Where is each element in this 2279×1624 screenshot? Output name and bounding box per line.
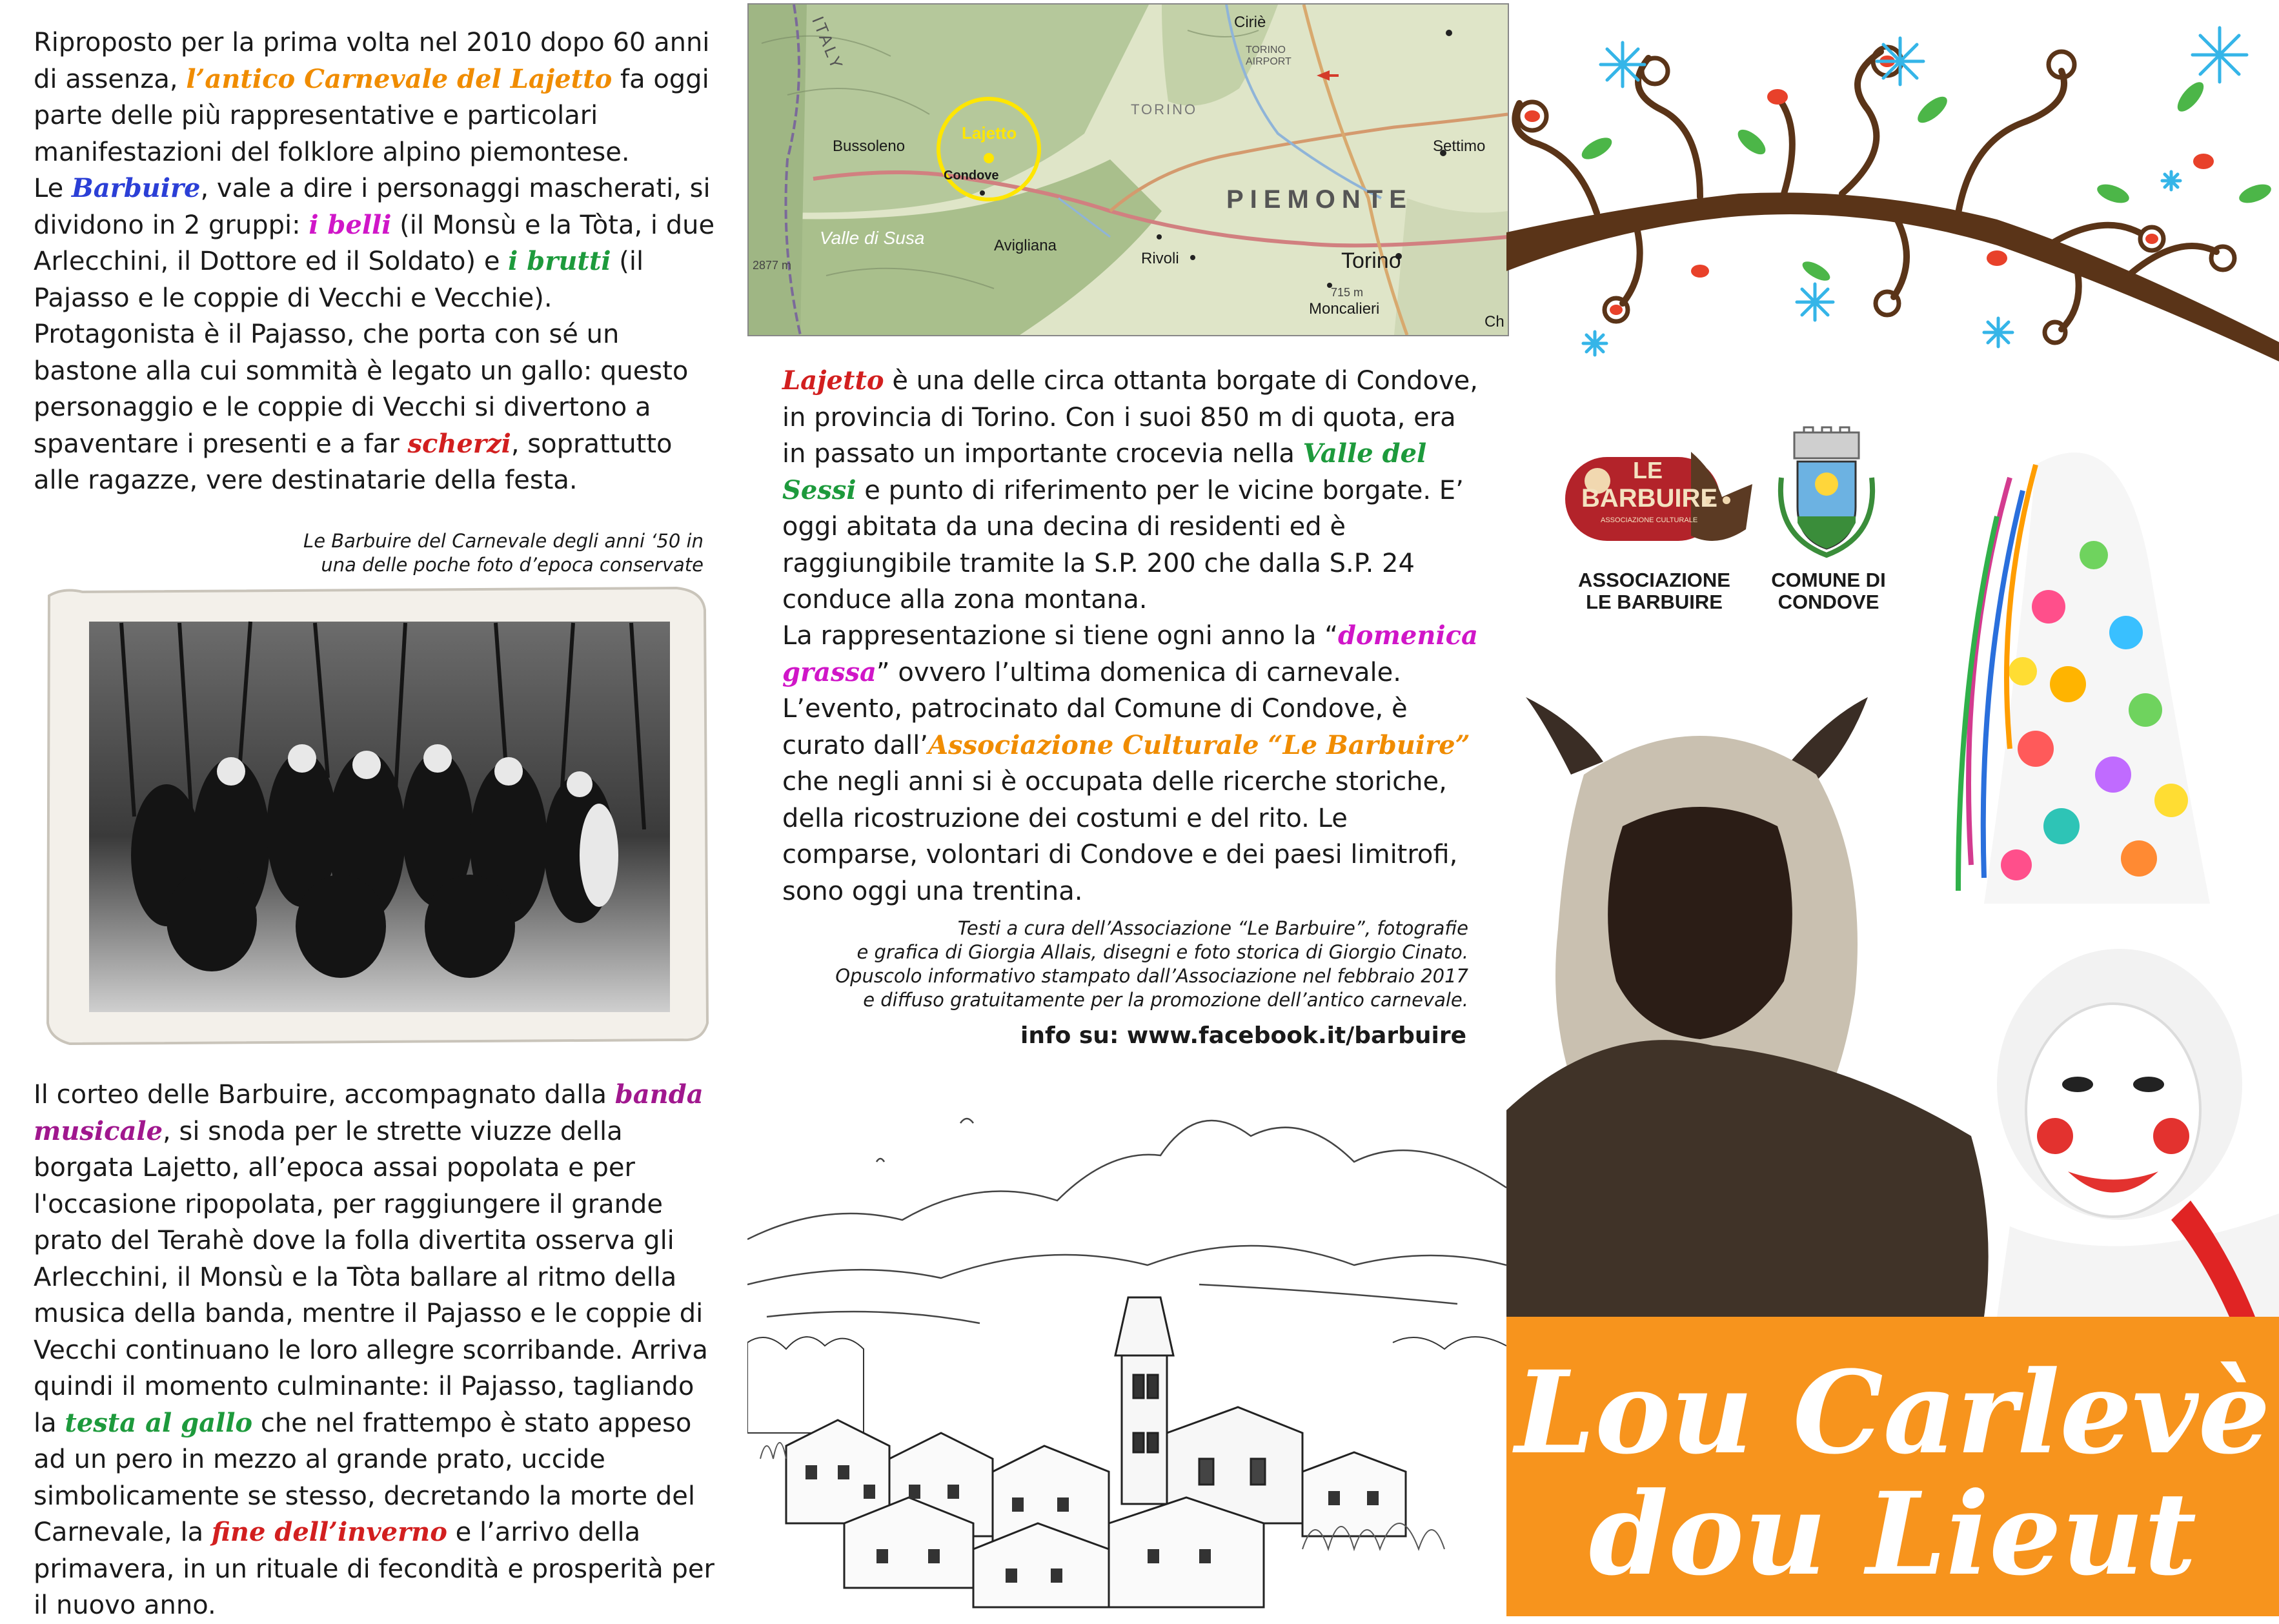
info-link[interactable]: info su: www.facebook.it/barbuire — [1020, 1022, 1466, 1049]
map-background — [749, 5, 1508, 335]
highlight-associazione-barbuire: Associazione Culturale “Le Barbuire” — [928, 729, 1470, 760]
highlight-i-brutti: i brutti — [508, 246, 611, 276]
barbuire-badge-subtitle: ASSOCIAZIONE CULTURALE — [1601, 516, 1698, 524]
highlight-fine-inverno: fine dell’inverno — [211, 1517, 447, 1547]
barbuire-badge-le: LE — [1633, 457, 1663, 483]
masked-figures-graphic — [1506, 413, 2279, 1317]
parade-paragraph: Il corteo delle Barbuire, accompagnato dalla banda musicale, si snoda per le strette viuzze della borgata Lajetto, all’epoca assai popolata e per l'occasione ripopolata, per raggiungere il grande prato del Terahè dove la folla divertita osserva gli Arlecchini, il Monsù e la Tòta ballare al ritmo della musica della banda, mentre il Pajasso e le coppie di Vecchi continuano le loro allegre scorribande. Arriva quindi il momento culminante: il Pajasso, tagliando la testa al gallo che nel frattempo è stato appeso ad un pero in mezzo al grande prato, uccide simbolicamente se stesso, decretando la morte del Carnevale, la fine dell’inverno e l’arrivo della primavera, in un rituale di fecondità e prosperità per il nuovo anno. — [34, 1079, 714, 1620]
highlight-i-belli: i belli — [309, 209, 392, 240]
highlight-domenica-grassa: domenica grassa — [782, 620, 1478, 687]
map-label-ch: Ch — [1484, 313, 1504, 330]
map-label-moncalieri: Moncalieri — [1309, 300, 1380, 318]
highlight-antico-carnevale: l’antico Carnevale del Lajetto — [186, 63, 613, 94]
comune-label: COMUNE DI CONDOVE — [1771, 569, 1886, 613]
map-label-lajetto: Lajetto — [962, 123, 1017, 143]
brochure-title: Lou Carlevè dou Lieut — [1515, 1346, 2271, 1601]
map-label-rivoli: Rivoli — [1141, 250, 1179, 267]
location-map — [747, 3, 1509, 336]
map-label-torino: Torino — [1341, 249, 1401, 273]
map-label-condove: Condove — [944, 168, 999, 183]
highlight-lajetto: Lajetto — [782, 365, 884, 396]
village-drawing — [747, 1071, 1506, 1616]
event-paragraph: La rappresentazione si tiene ogni anno la “domenica grassa” ovvero l’ultima domenica di carnevale. L’evento, patrocinato dal Comune di Condove, è curato dall’Associazione Culturale “Le Barbuire” che negli anni si è occupata delle ricerche storiche, della ricostruzione dei costumi e del rito. Le comparse, volontari di Condove e dei paesi limitrofi, sono oggi una trentina. — [782, 620, 1478, 906]
association-label: ASSOCIAZIONE LE BARBUIRE — [1578, 569, 1730, 613]
intro-text — [34, 25, 718, 499]
branch-graphic — [1506, 0, 2279, 374]
highlight-scherzi: scherzi — [407, 428, 511, 459]
map-label-italy: ITALY — [808, 14, 848, 74]
historic-photo-graphic — [44, 584, 710, 1046]
snowflake-icons — [1583, 28, 2247, 355]
intro-paragraph-1: Riproposto per la prima volta nel 2010 dopo 60 anni di assenza, l’antico Carnevale del Lajetto fa oggi parte delle più rappresentative e particolari manifestazioni del folklore alpino piemontese. — [34, 28, 710, 167]
photo-caption: Le Barbuire del Carnevale degli anni ‘50 in una delle poche foto d’epoca conservate — [303, 530, 704, 576]
map-label-avigliana: Avigliana — [994, 237, 1057, 254]
map-label-elevation-715: 715 m — [1331, 286, 1364, 299]
highlight-banda-musicale: banda musicale — [34, 1079, 704, 1146]
highlight-barbuire: Barbuire — [71, 173, 201, 203]
village-sketch-graphic — [747, 1071, 1506, 1616]
event-text — [782, 618, 1486, 909]
map-label-piemonte: PIEMONTE — [1226, 185, 1413, 214]
highlight-valle-del-sessi: Valle del Sessi — [782, 438, 1427, 505]
intro-paragraph-2: Le Barbuire, vale a dire i personaggi mascherati, si dividono in 2 gruppi: i belli (il Monsù e la Tòta, i due Arlecchini, il Dottore ed il Soldato) e i brutti (il Pajasso e le coppie di Vecchi e Vecchie). — [34, 173, 715, 313]
branch-illustration — [1506, 0, 2279, 374]
map-label-bussoleno: Bussoleno — [833, 137, 906, 155]
map-label-torino-area: TORINO — [1131, 101, 1198, 117]
masked-figures-photo — [1506, 413, 2279, 1317]
highlight-testa-al-gallo: testa al gallo — [65, 1407, 253, 1438]
historic-photo — [44, 584, 710, 1046]
barbuire-badge-name: BARBUIRE — [1581, 484, 1718, 513]
lajetto-paragraph: Lajetto è una delle circa ottanta borgate di Condove, in provincia di Torino. Con i suoi 850 m di quota, era in passato un importante crocevia nella Valle del Sessi e punto di riferimento per le vicine borgate. E’ oggi abitata da una decina di residenti ed è raggiungibile tramite la S.P. 200 che dalla S.P. 24 conduce alla zona montana. — [782, 365, 1478, 614]
map-label-valle-di-susa: Valle di Susa — [820, 228, 925, 248]
parade-text — [34, 1077, 718, 1624]
lajetto-text — [782, 363, 1486, 618]
title-panel — [1506, 1317, 2279, 1616]
map-label-elevation-2877: 2877 m — [753, 259, 792, 272]
map-label-settimo: Settimo — [1433, 137, 1486, 155]
credits: Testi a cura dell’Associazione “Le Barbuire”, fotografie e grafica di Giorgia Allais, disegni e foto storica di Giorgio Cinato. Opuscolo informativo stampato dall’Associazione nel febbraio 2017 e diffuso gratuitamente per la promozione dell’antico carnevale. — [835, 917, 1468, 1011]
map-label-cirie: Ciriè — [1234, 14, 1266, 31]
map-label-torino-airport: TORINO AIRPORT — [1246, 45, 1291, 67]
intro-paragraph-3: Protagonista è il Pajasso, che porta con sé un bastone alla cui sommità è legato un gallo: questo personaggio e le coppie di Vecchi si divertono a spaventare i presenti e a far scherzi, soprattutto alle ragazze, vere destinatarie della festa. — [34, 320, 689, 495]
